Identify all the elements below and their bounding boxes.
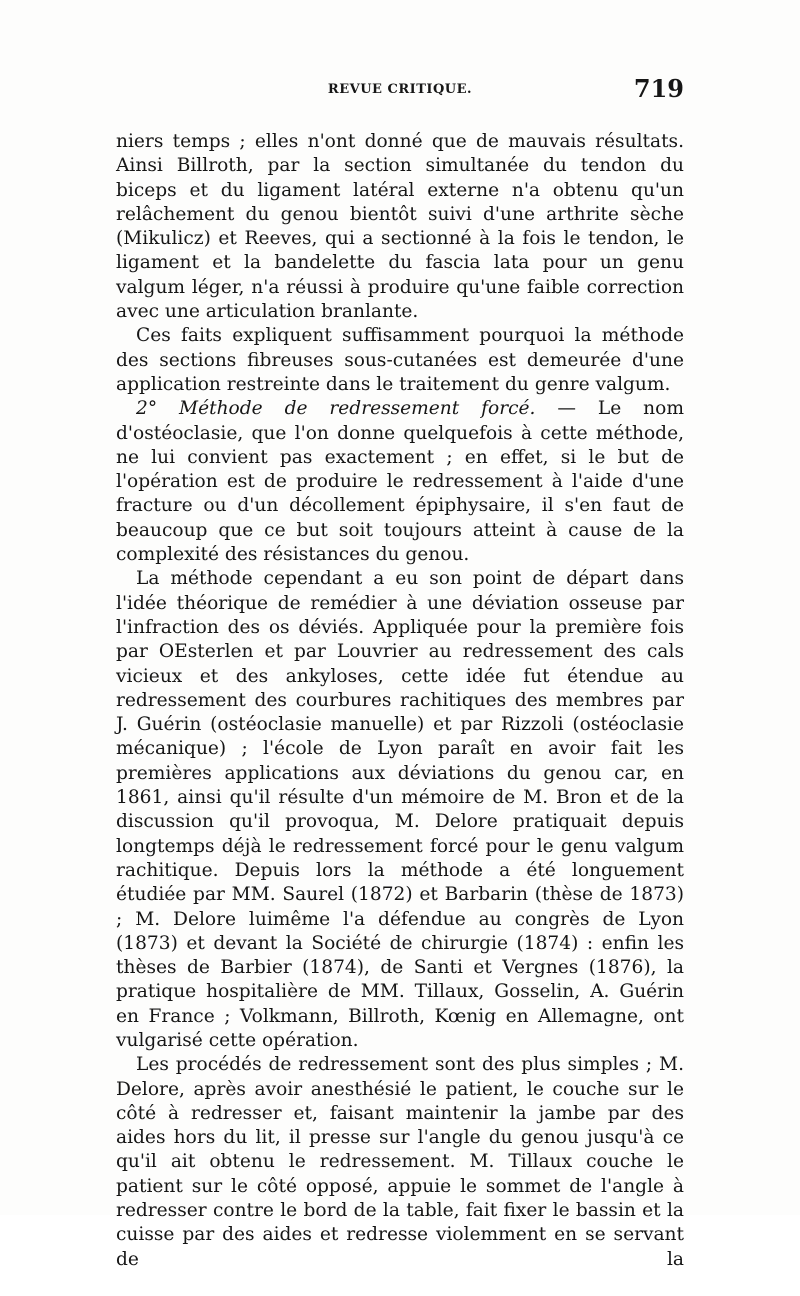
paragraph-4 <box>116 567 684 1053</box>
paragraph-2-text: Ces faits expliquent suffisamment pourquoi la méthode des sections fibreuses sous-cutanées est demeurée d'une application restreinte dans le traitement du genre valgum. <box>116 325 684 395</box>
paragraph-2 <box>116 324 684 397</box>
paragraph-4-text: La méthode cependant a eu son point de départ dans l'idée théorique de remédier à une déviation osseuse par l'infraction des os déviés. Appliquée pour la première fois par OEsterlen et par Louvrier au redressement des cals vicieux et des ankyloses, cette idée fut étendue au redressement des courbures rachitiques des membres par J. Guérin (ostéoclasie manuelle) et par Rizzoli (ostéoclasie mécanique) ; l'école de Lyon paraît en avoir fait les premières applications aux déviations du genou car, en 1861, ainsi qu'il résulte d'un mémoire de M. Bron et de la discussion qu'il provoqua, M. Delore pratiquait depuis longtemps déjà le redressement forcé pour le genu valgum rachitique. Depuis lors la méthode a été longuement étudiée par MM. Saurel (1872) et Barbarin (thèse de 1873) ; M. Delore luimême l'a défendue au congrès de Lyon (1873) et devant la Société de chirurgie (1874) : enfin les thèses de Barbier (1874), de Santi et Vergnes (1876), la pratique hospitalière de MM. Tillaux, Gosselin, A. Guérin en France ; Volkmann, Billroth, Kœnig en Allemagne, ont vulgarisé cette opération. <box>116 568 684 1051</box>
paragraph-1-text: niers temps ; elles n'ont donné que de mauvais résultats. Ainsi Billroth, par la section simultanée du tendon du biceps et du ligament latéral externe n'a obtenu qu'un relâchement du genou bientôt suivi d'une arthrite sèche (Mikulicz) et Reeves, qui a sectionné à la fois le tendon, le ligament et la bandelette du fascia lata pour un genu valgum léger, n'a réussi à produire qu'une faible correction avec une articulation branlante. <box>116 131 684 323</box>
section-heading: 2° Méthode de redressement forcé. <box>136 398 536 420</box>
paragraph-3-text: — Le nom d'ostéoclasie, que l'on donne quelquefois à cette méthode, ne lui convient pas exactement ; en effet, si le but de l'opération est de produire le redressement à l'aide d'une fracture ou d'un décollement épiphysaire, il s'en faut de beaucoup que ce but soit toujours atteint à cause de la complexité des résistances du genou. <box>116 398 684 566</box>
running-title: REVUE CRITIQUE. <box>327 82 473 97</box>
paragraph-3 <box>116 397 684 567</box>
page-number: 719 <box>633 74 684 103</box>
paragraph-5-text: Les procédés de redressement sont des plus simples ; M. Delore, après avoir anesthésié le patient, le couche sur le côté à redresser et, faisant maintenir la jambe par des aides hors du lit, il presse sur l'angle du genou jusqu'à ce qu'il ait obtenu le redressement. M. Tillaux couche le patient sur le côté opposé, appuie le sommet de l'angle à redresser contre le bord de la table, fait fixer le bassin et la cuisse par des aides et redresse violemment en se servant de la <box>116 1054 684 1270</box>
body-text <box>116 130 684 1296</box>
paragraph-5 <box>116 1053 684 1296</box>
paragraph-1 <box>116 130 684 324</box>
page-header <box>116 72 684 106</box>
